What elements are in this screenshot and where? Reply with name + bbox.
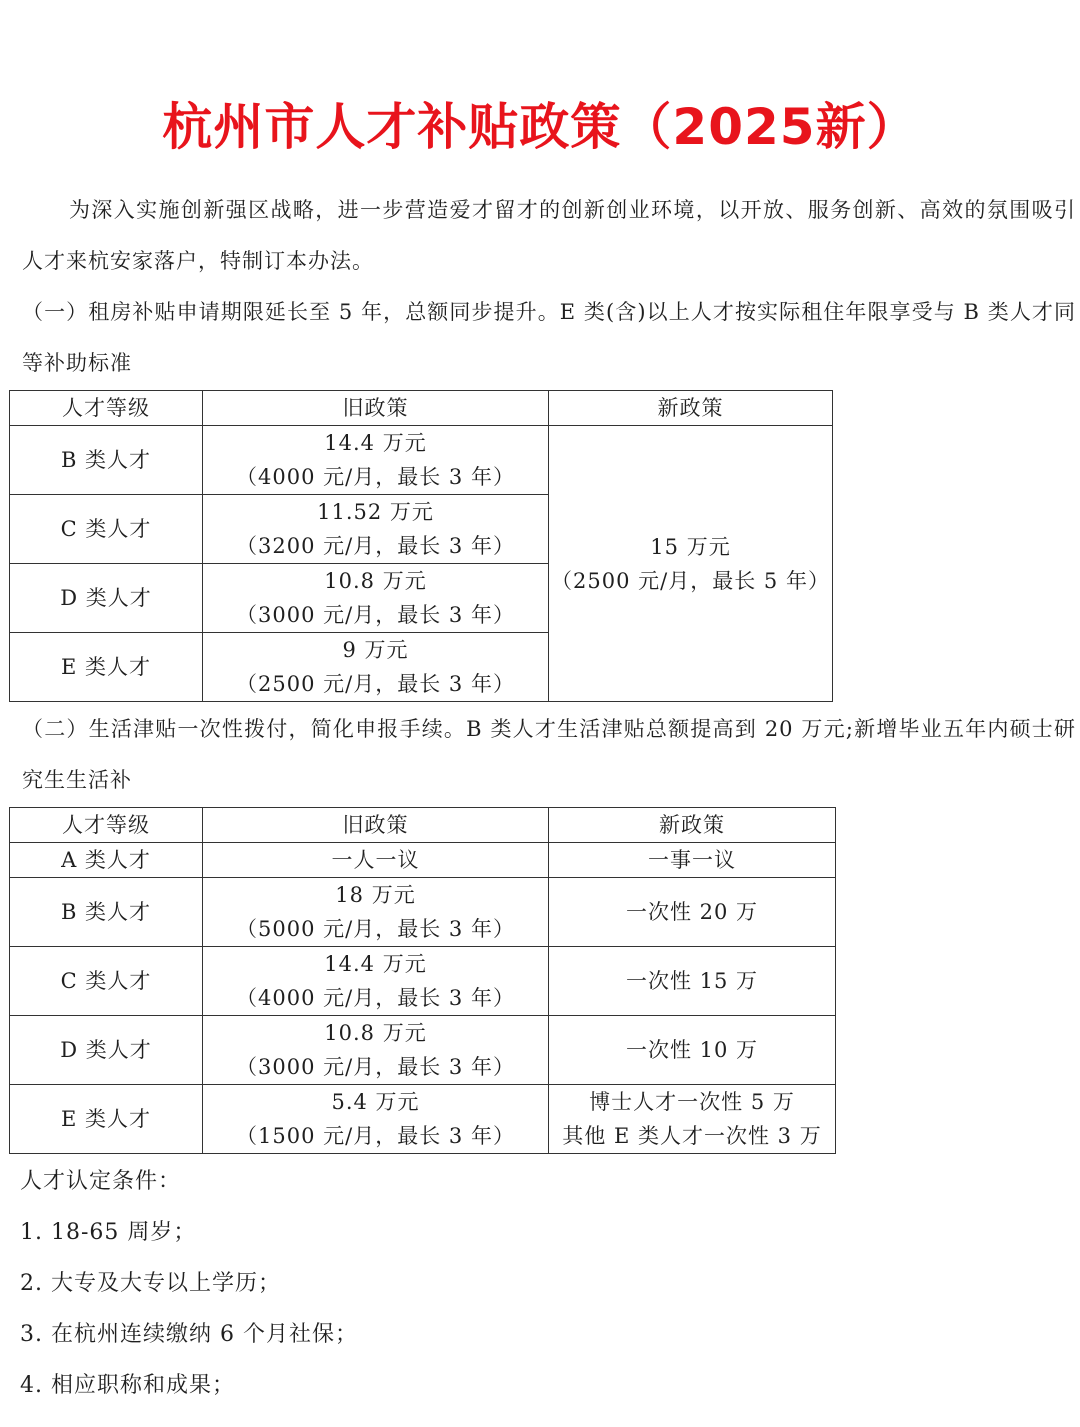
living-allowance-heading: （二）生活津贴一次性拨付，简化申报手续。B 类人才生活津贴总额提高到 20 万元;新增毕业五年内硕士研究生生活补 — [22, 717, 1076, 792]
level-cell: E 类人才 — [10, 633, 203, 702]
old-policy-cell: 11.52 万元 （3200 元/月，最长 3 年） — [203, 495, 549, 564]
criteria-item: 2. 大专及大专以上学历； — [20, 1271, 281, 1296]
old-policy-cell: 14.4 万元 （4000 元/月，最长 3 年） — [203, 947, 549, 1016]
level-cell: C 类人才 — [10, 495, 203, 564]
criteria-item: 1. 18-65 周岁； — [20, 1220, 197, 1245]
table-header-row — [10, 808, 836, 843]
new-policy-cell: 博士人才一次性 5 万 其他 E 类人才一次性 3 万 — [549, 1085, 836, 1154]
page-title: 杭州市人才补贴政策（2025新） — [162, 98, 918, 156]
old-policy-cell: 18 万元 （5000 元/月，最长 3 年） — [203, 878, 549, 947]
new-policy-merged-cell: 15 万元 （2500 元/月，最长 5 年） — [549, 426, 833, 702]
table-row — [10, 878, 836, 947]
criteria-item: 3. 在杭州连续缴纳 6 个月社保； — [20, 1322, 358, 1347]
column-header-new: 新政策 — [549, 391, 833, 426]
table-row — [10, 843, 836, 878]
new-policy-cell: 一事一议 — [549, 843, 836, 878]
level-cell: A 类人才 — [10, 843, 203, 878]
table-row — [10, 947, 836, 1016]
living-allowance-table — [9, 807, 836, 1154]
level-cell: B 类人才 — [10, 878, 203, 947]
new-policy-cell: 一次性 15 万 — [549, 947, 836, 1016]
intro-paragraph: 为深入实施创新强区战略，进一步营造爱才留才的创新创业环境，以开放、服务创新、高效的氛围吸引人才来杭安家落户，特制订本办法。 — [22, 198, 1076, 273]
table-row — [10, 426, 833, 495]
old-policy-cell: 10.8 万元 （3000 元/月，最长 3 年） — [203, 1016, 549, 1085]
table-header-row — [10, 391, 833, 426]
level-cell: D 类人才 — [10, 564, 203, 633]
column-header-level: 人才等级 — [10, 391, 203, 426]
old-policy-cell: 一人一议 — [203, 843, 549, 878]
rent-subsidy-heading: （一）租房补贴申请期限延长至 5 年，总额同步提升。E 类(含)以上人才按实际租住年限享受与 B 类人才同等补助标准 — [22, 300, 1076, 375]
level-cell: D 类人才 — [10, 1016, 203, 1085]
criteria-heading: 人才认定条件： — [20, 1169, 182, 1194]
column-header-level: 人才等级 — [10, 808, 203, 843]
old-policy-cell: 14.4 万元 （4000 元/月，最长 3 年） — [203, 426, 549, 495]
rent-subsidy-table — [9, 390, 833, 702]
new-policy-cell: 一次性 10 万 — [549, 1016, 836, 1085]
column-header-old: 旧政策 — [203, 808, 549, 843]
criteria-section — [20, 1156, 1060, 1411]
table-row — [10, 1085, 836, 1154]
level-cell: E 类人才 — [10, 1085, 203, 1154]
table-row — [10, 1016, 836, 1085]
level-cell: B 类人才 — [10, 426, 203, 495]
column-header-new: 新政策 — [549, 808, 836, 843]
column-header-old: 旧政策 — [203, 391, 549, 426]
new-policy-cell: 一次性 20 万 — [549, 878, 836, 947]
old-policy-cell: 9 万元 （2500 元/月，最长 3 年） — [203, 633, 549, 702]
level-cell: C 类人才 — [10, 947, 203, 1016]
old-policy-cell: 10.8 万元 （3000 元/月，最长 3 年） — [203, 564, 549, 633]
old-policy-cell: 5.4 万元 （1500 元/月，最长 3 年） — [203, 1085, 549, 1154]
criteria-item: 4. 相应职称和成果； — [20, 1373, 235, 1398]
